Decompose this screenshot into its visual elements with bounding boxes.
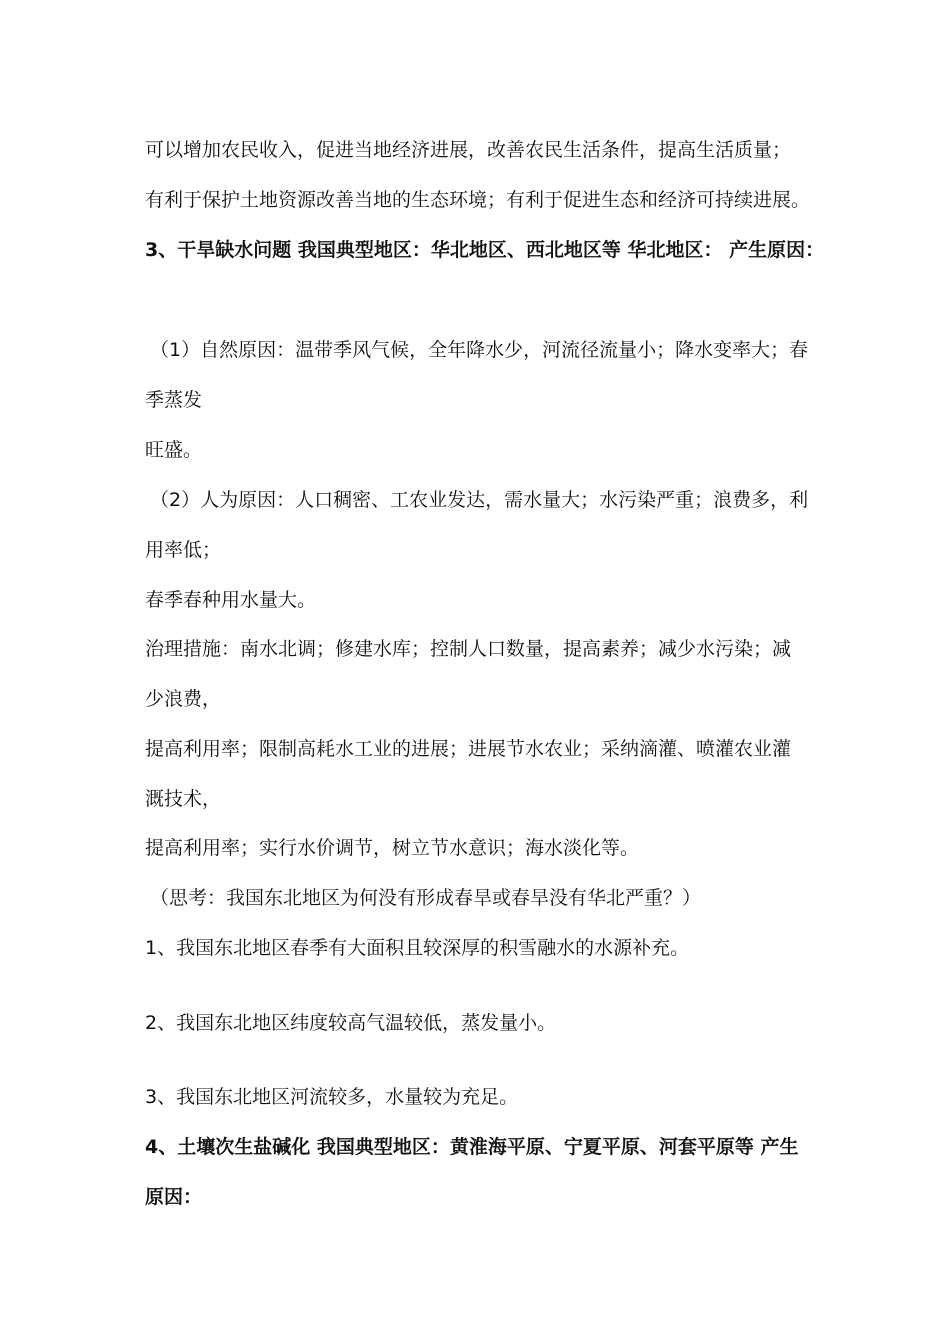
- text-line: 用率低；: [145, 539, 222, 561]
- section-heading: 原因：: [145, 1186, 203, 1208]
- text-line: 少浪费，: [145, 688, 222, 710]
- list-item: 1、我国东北地区春季有大面积且较深厚的积雪融水的水源补充。: [145, 937, 690, 959]
- list-item: 3、我国东北地区河流较多，水量较为充足。: [145, 1086, 519, 1108]
- text-line: 治理措施：南水北调；修建水库；控制人口数量，提高素养；减少水污染；减: [145, 638, 792, 660]
- text-line: 季蒸发: [145, 389, 203, 411]
- text-line: 有利于保护土地资源改善当地的生态环境；有利于促进生态和经济可持续进展。: [145, 189, 811, 211]
- text-line: （2）人为原因：人口稠密、工农业发达，需水量大；水污染严重；浪费多，利: [150, 489, 809, 511]
- section-heading: 4、土壤次生盐碱化 我国典型地区：黄淮海平原、宁夏平原、河套平原等 产生: [145, 1136, 799, 1158]
- text-line: 提高利用率；实行水价调节，树立节水意识；海水淡化等。: [145, 837, 640, 859]
- text-line: 春季春种用水量大。: [145, 589, 317, 611]
- text-line: 溉技术，: [145, 788, 222, 810]
- section-heading: 3、干旱缺水问题 我国典型地区：华北地区、西北地区等 华北地区： 产生原因：: [145, 239, 825, 261]
- text-line: （1）自然原因：温带季风气候，全年降水少，河流径流量小；降水变率大；春: [150, 339, 809, 361]
- text-line: 提高利用率；限制高耗水工业的进展；进展节水农业；采纳滴灌、喷灌农业灌: [145, 738, 792, 760]
- list-item: 2、我国东北地区纬度较高气温较低，蒸发量小。: [145, 1012, 557, 1034]
- text-line: （思考：我国东北地区为何没有形成春旱或春旱没有华北严重？）: [150, 887, 702, 909]
- text-line: 旺盛。: [145, 439, 203, 461]
- text-line: 可以增加农民收入，促进当地经济进展，改善农民生活条件，提高生活质量；: [145, 139, 792, 161]
